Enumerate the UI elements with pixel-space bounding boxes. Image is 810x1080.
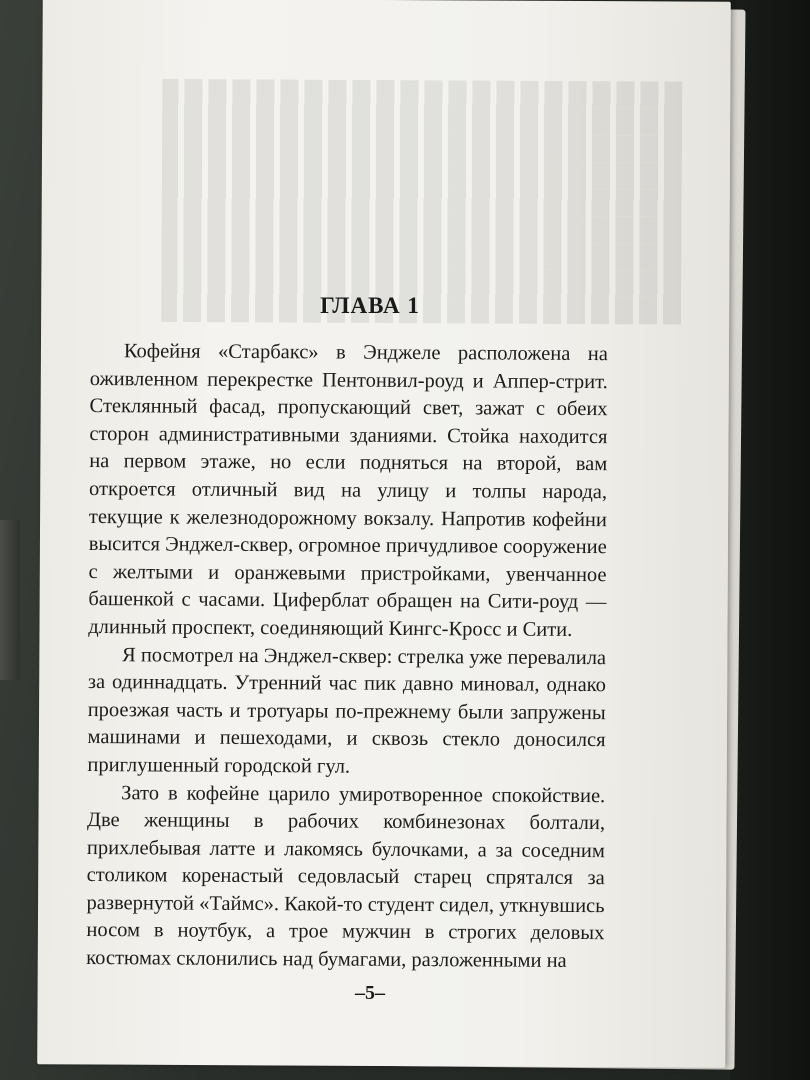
page-number: –5– — [355, 982, 385, 1004]
table-edge — [0, 520, 20, 680]
paragraph: Я посмотрел на Энджел-сквер: стрелка уже перевалила за одиннадцать. Утренний час пик давно миновал, однако проезжая часть и тротуары по-прежнему были запружены машинами и пешеходами, и сквозь стекло доносился приглушенный городской гул. — [87, 643, 607, 778]
paragraph: Кофейня «Старбакс» в Энджеле расположена на оживленном перекрестке Пентонвил-роуд и Аппер-стрит. Стеклянный фасад, пропускающий свет, зажат с обеих сторон административными зданиями. Стойка находится на первом этаже, но если подняться на второй, вам откроется отличный вид на улицу и толпы народа, текущие к железнодорожному вокзалу. Напротив кофейни высится Энджел-сквер, огромное причудливое сооружение с желтыми и оранжевыми пристройками, увенчанное башенкой с часами. Циферблат обращен на Сити-роуд — длинный проспект, соединяющий Кингс-Кросс и Сити. — [88, 340, 608, 641]
chapter-body — [86, 338, 608, 976]
paragraph: Зато в кофейне царило умиротворенное спокойствие. Две женщины в рабочих комбинезонах болтали, прихлебывая латте и лакомясь булочками, а за соседним столиком коренастый седовласый старец спрятался за развернутой «Таймс». Какой-то студент сидел, уткнувшись носом в ноутбук, а трое мужчин в строгих деловых костюмах склонились над бумагами, разложенными на — [86, 781, 606, 972]
chapter-title: ГЛАВА 1 — [320, 293, 420, 318]
